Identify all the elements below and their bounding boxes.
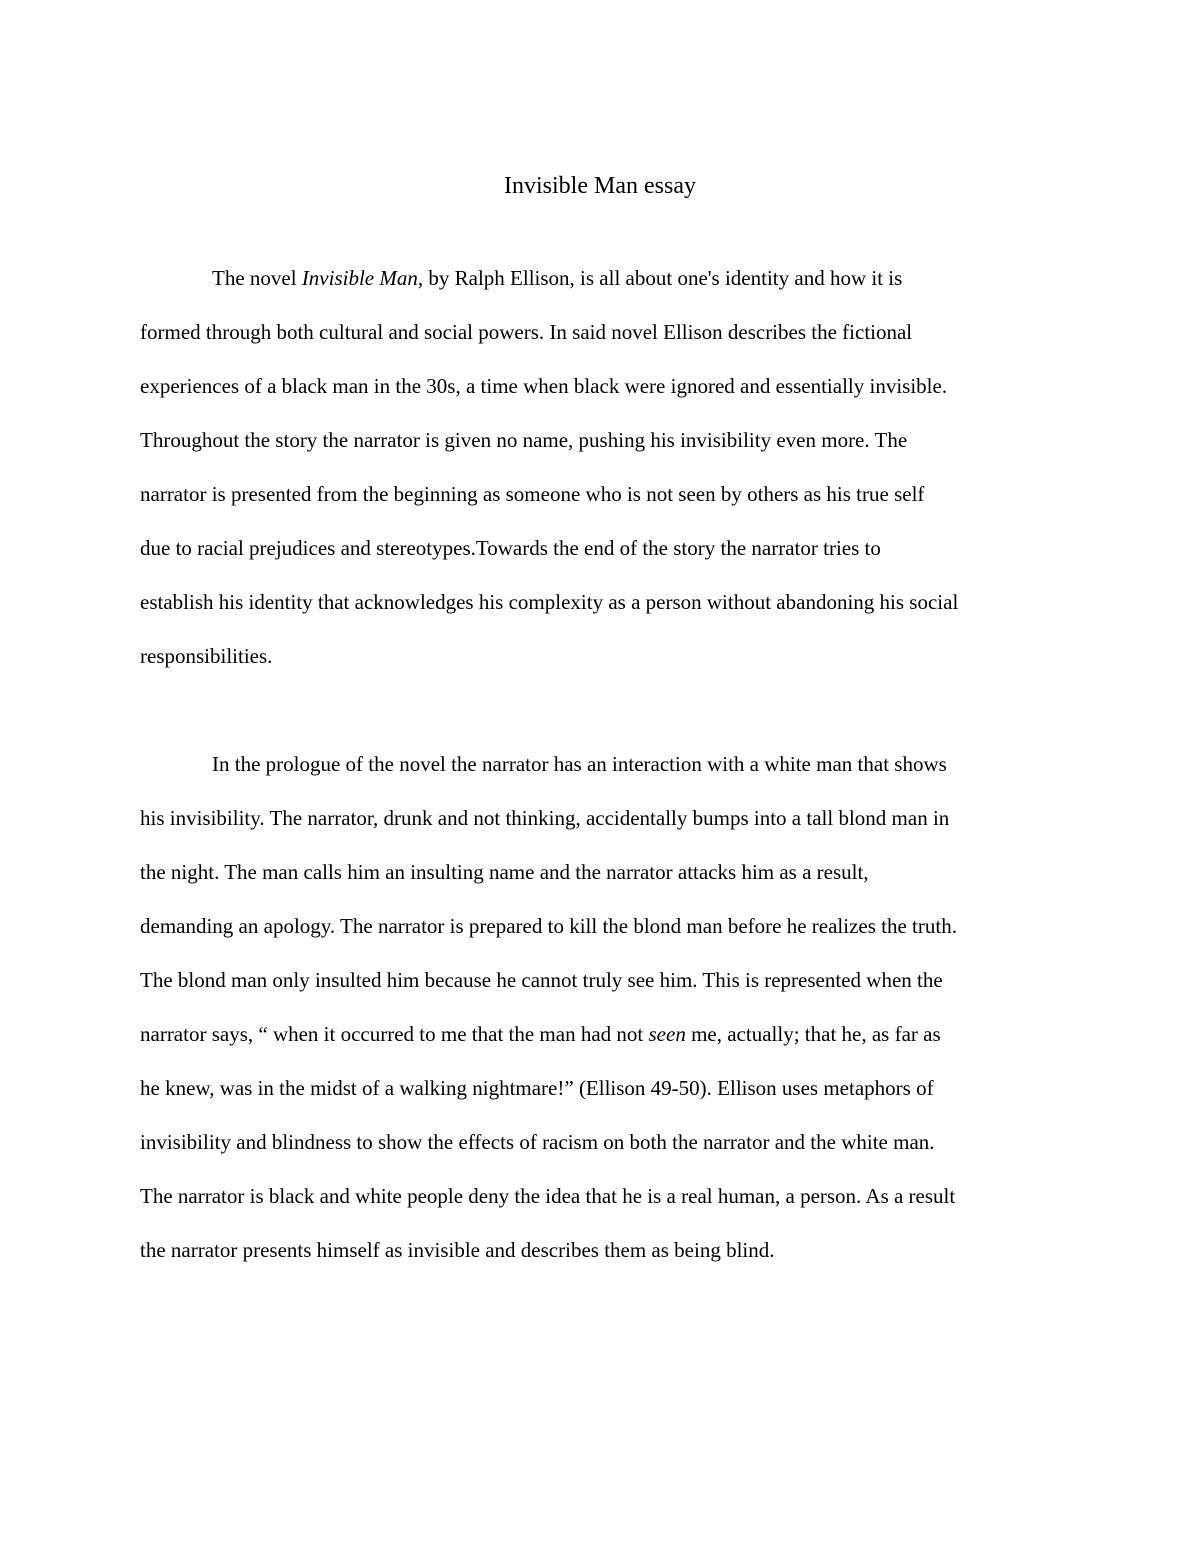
paragraph-line: narrator is presented from the beginning as someone who is not seen by others as his true self [140, 482, 925, 506]
paragraph-line: Throughout the story the narrator is given no name, pushing his invisibility even more. The [140, 428, 908, 452]
paragraph-line: experiences of a black man in the 30s, a time when black were ignored and essentially invisible. [140, 374, 948, 398]
paragraph-line: invisibility and blindness to show the effects of racism on both the narrator and the white man. [140, 1130, 935, 1154]
paragraph-line: In the prologue of the novel the narrator has an interaction with a white man that shows [212, 752, 947, 776]
line-text: by Ralph Ellison, is all about one's identity and how it is [423, 266, 903, 290]
line-text: narrator says, “ when it occurred to me that the man had not [140, 1022, 649, 1046]
paragraph-line: the night. The man calls him an insulting name and the narrator attacks him as a result, [140, 860, 869, 884]
paragraph-line: responsibilities. [140, 644, 273, 668]
paragraph-line: formed through both cultural and social powers. In said novel Ellison describes the fictional [140, 320, 913, 344]
paragraph-line: his invisibility. The narrator, drunk and not thinking, accidentally bumps into a tall blond man in [140, 806, 950, 830]
page-title: Invisible Man essay [504, 173, 696, 199]
paragraph-line [140, 251, 1070, 305]
paragraph-line: he knew, was in the midst of a walking nightmare!” (Ellison 49-50). Ellison uses metaphors of [140, 1076, 934, 1100]
paragraph-2 [140, 737, 1070, 1277]
paragraph-1 [140, 251, 1070, 683]
line-text: The novel [212, 266, 302, 290]
emphasis-italic: seen [648, 1022, 686, 1046]
paragraph-line: establish his identity that acknowledges his complexity as a person without abandoning his social [140, 590, 959, 614]
paragraph-line: due to racial prejudices and stereotypes.Towards the end of the story the narrator tries to [140, 536, 881, 560]
book-title-italic: Invisible Man, [301, 266, 424, 290]
paragraph-line [140, 1007, 1070, 1061]
paragraph-line: demanding an apology. The narrator is prepared to kill the blond man before he realizes the truth. [140, 914, 957, 938]
paragraph-line: The narrator is black and white people deny the idea that he is a real human, a person. As a result [140, 1184, 956, 1208]
line-text: me, actually; that he, as far as [685, 1022, 941, 1046]
paragraph-line: the narrator presents himself as invisible and describes them as being blind. [140, 1238, 775, 1262]
paragraph-line: The blond man only insulted him because he cannot truly see him. This is represented when the [140, 968, 943, 992]
